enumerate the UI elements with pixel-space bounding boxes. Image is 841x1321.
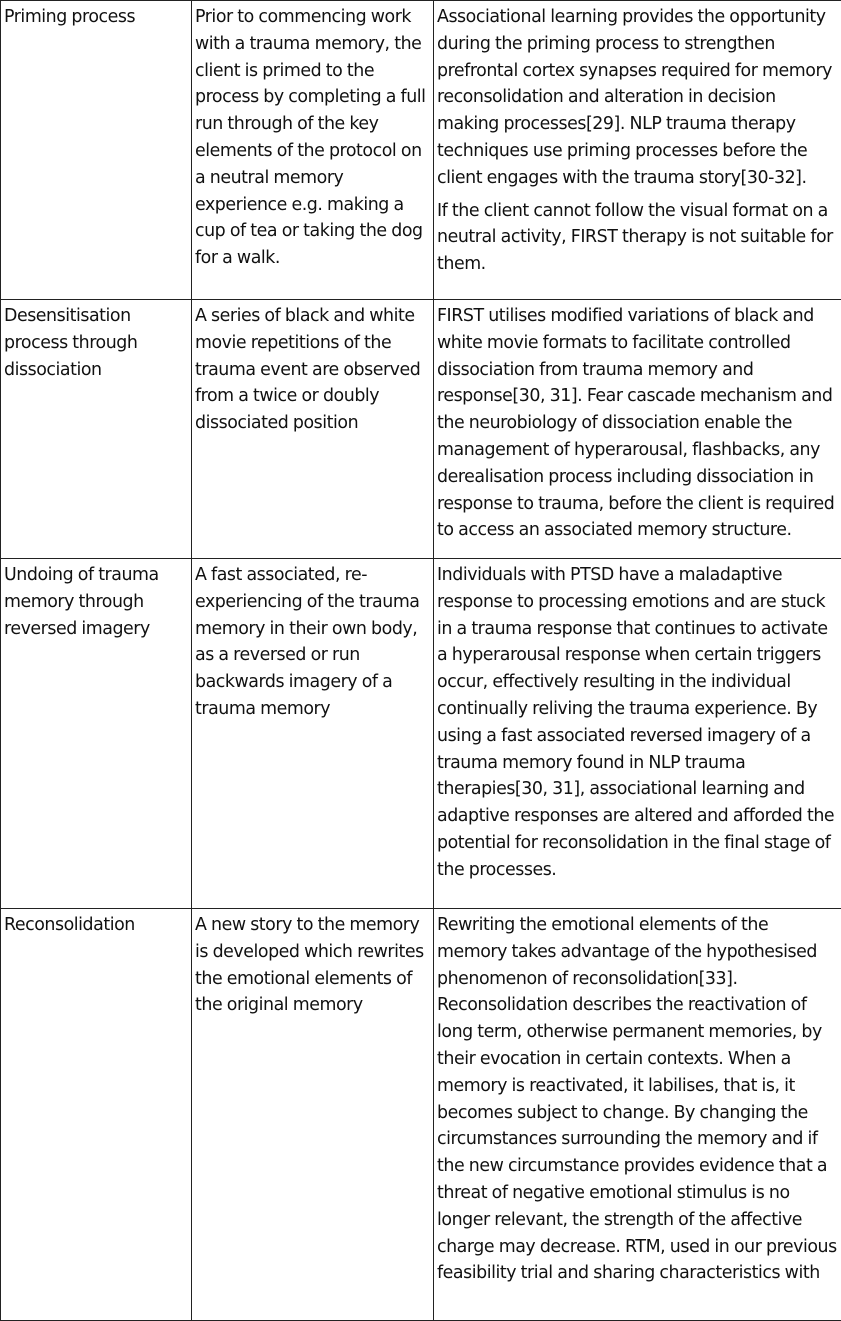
process-name: Priming process	[4, 4, 187, 31]
process-name-cell	[1, 300, 192, 559]
process-name-cell	[1, 1, 192, 300]
process-name: Desensitisation process through dissociation	[4, 303, 187, 383]
rationale-paragraph: Individuals with PTSD have a maladaptive response to processing emotions and are stuck in a trauma response that continues to activate a hyperarousal response when certain triggers occur, effectively resulting in the individual continually reliving the trauma experience. By using a fast associated reversed imagery of a trauma memory found in NLP trauma therapies[30, 31], associational learning and adaptive responses are altered and afforded the potential for reconsolidation in the final stage of the processes.	[437, 562, 837, 884]
description-text: A fast associated, re-experiencing of the trauma memory in their own body, as a reversed or run backwards imagery of a trauma memory	[195, 562, 429, 723]
rationale-cell	[434, 909, 841, 1321]
description-cell	[192, 559, 434, 909]
process-name: Undoing of trauma memory through reversed imagery	[4, 562, 187, 642]
description-cell	[192, 1, 434, 300]
table-row-reconsolidation	[1, 909, 841, 1321]
process-name-cell	[1, 559, 192, 909]
description-cell	[192, 909, 434, 1321]
description-text: Prior to commencing work with a trauma memory, the client is primed to the process by completing a full run through of the key elements of the protocol on a neutral memory experience e.g. making a cup of tea or taking the dog for a walk.	[195, 4, 429, 272]
table-row-undoing	[1, 559, 841, 909]
rationale-paragraph: Associational learning provides the opportunity during the priming process to strengthen prefrontal cortex synapses required for memory reconsolidation and alteration in decision making processes[29]. NLP trauma therapy techniques use priming processes before the client engages with the trauma story[30-32].	[437, 4, 837, 192]
rationale-paragraph: FIRST utilises modified variations of black and white movie formats to facilitate controlled dissociation from trauma memory and response[30, 31]. Fear cascade mechanism and the neurobiology of dissociation enable the management of hyperarousal, flashbacks, any derealisation process including dissociation in response to trauma, before the client is required to access an associated memory structure.	[437, 303, 837, 544]
description-text: A new story to the memory is developed which rewrites the emotional elements of the original memory	[195, 912, 429, 1019]
process-name: Reconsolidation	[4, 912, 187, 939]
description-text: A series of black and white movie repetitions of the trauma event are observed from a twice or doubly dissociated position	[195, 303, 429, 437]
table-row-desensitisation	[1, 300, 841, 559]
table-row-priming	[1, 1, 841, 300]
rationale-cell	[434, 1, 841, 300]
process-name-cell	[1, 909, 192, 1321]
rationale-paragraph: If the client cannot follow the visual format on a neutral activity, FIRST therapy is not suitable for them.	[437, 198, 837, 278]
rationale-paragraph: Rewriting the emotional elements of the memory takes advantage of the hypothesised phenomenon of reconsolidation[33]. Reconsolidation describes the reactivation of long term, otherwise permanent memories, by their evocation in certain contexts. When a memory is reactivated, it labilises, that is, it becomes subject to change. By changing the circumstances surrounding the memory and if the new circumstance provides evidence that a threat of negative emotional stimulus is no longer relevant, the strength of the affective charge may decrease. RTM, used in our previous feasibility trial and sharing characteristics with	[437, 912, 837, 1287]
rationale-cell	[434, 559, 841, 909]
rationale-cell	[434, 300, 841, 559]
description-cell	[192, 300, 434, 559]
